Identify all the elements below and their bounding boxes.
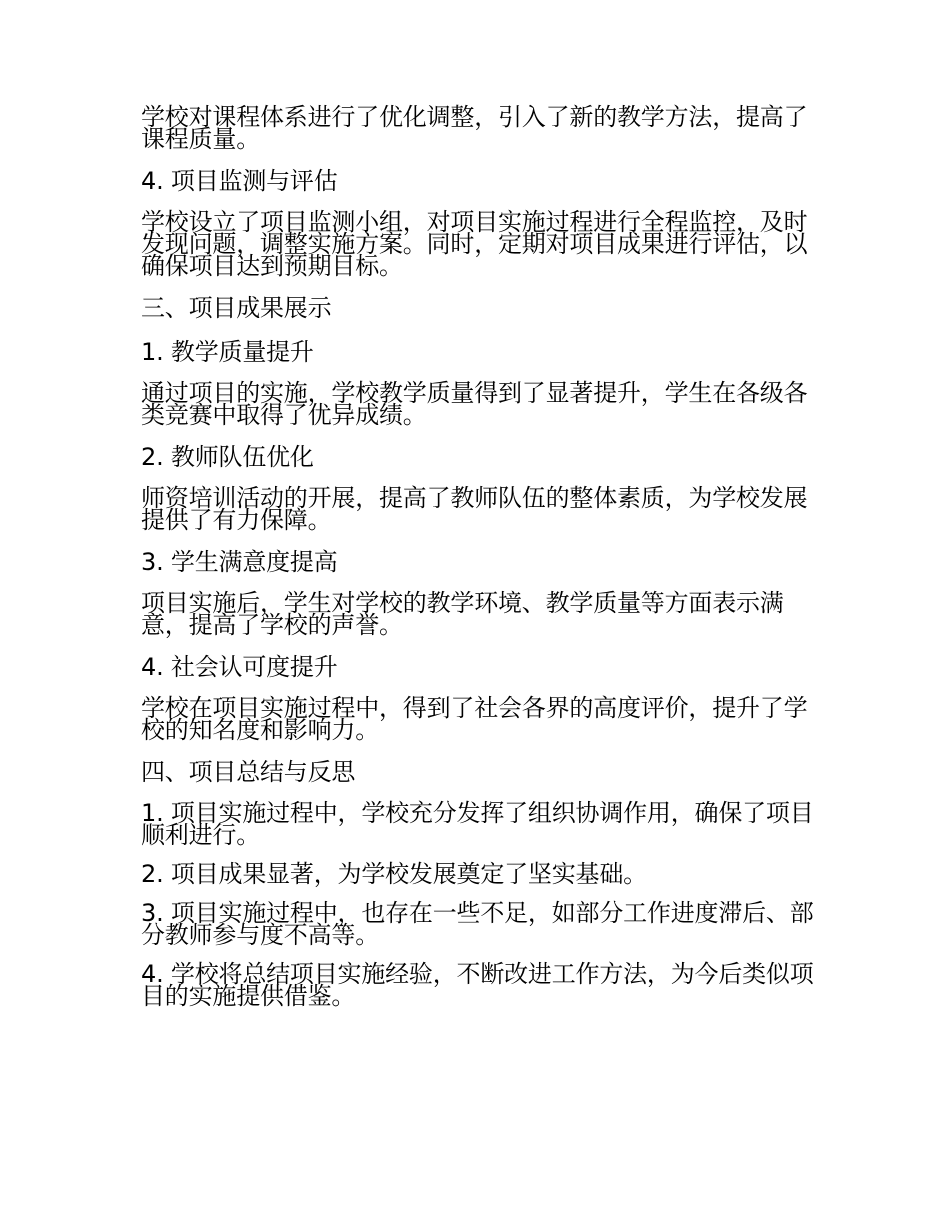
section-heading-summary: 四、项目总结与反思 — [141, 758, 356, 786]
summary-item-1: 1. 项目实施过程中，学校充分发挥了组织协调作用，确保了项目顺利进行。 — [141, 799, 814, 849]
document-page — [141, 103, 821, 1010]
summary-item-2: 2. 项目成果显著，为学校发展奠定了坚实基础。 — [141, 860, 647, 888]
heading-student-satisfaction: 3. 学生满意度提高 — [141, 548, 338, 576]
heading-teaching-quality: 1. 教学质量提升 — [141, 338, 314, 366]
summary-item-4: 4. 学校将总结项目实施经验，不断改进工作方法，为今后类似项目的实施提供借鉴。 — [141, 960, 814, 1010]
heading-social-recognition: 4. 社会认可度提升 — [141, 653, 338, 681]
paragraph-student-satisfaction: 项目实施后，学生对学校的教学环境、教学质量等方面表示满意，提高了学校的声誉。 — [141, 589, 784, 639]
heading-monitoring-evaluation: 4. 项目监测与评估 — [141, 167, 338, 195]
summary-item-3: 3. 项目实施过程中，也存在一些不足，如部分工作进度滞后、部分教师参与度不高等。 — [141, 899, 814, 949]
heading-teacher-team: 2. 教师队伍优化 — [141, 443, 314, 471]
paragraph-social-recognition: 学校在项目实施过程中，得到了社会各界的高度评价，提升了学校的知名度和影响力。 — [141, 694, 808, 744]
paragraph-teaching-quality: 通过项目的实施，学校教学质量得到了显著提升，学生在各级各类竞赛中取得了优异成绩。 — [141, 379, 808, 429]
section-heading-results: 三、项目成果展示 — [141, 294, 332, 322]
paragraph-monitoring-team: 学校设立了项目监测小组，对项目实施过程进行全程监控，及时发现问题，调整实施方案。同时，定期对项目成果进行评估，以确保项目达到预期目标。 — [141, 208, 808, 280]
paragraph-curriculum-optimization: 学校对课程体系进行了优化调整，引入了新的教学方法，提高了课程质量。 — [141, 103, 808, 153]
paragraph-teacher-training: 师资培训活动的开展，提高了教师队伍的整体素质，为学校发展提供了有力保障。 — [141, 484, 808, 534]
